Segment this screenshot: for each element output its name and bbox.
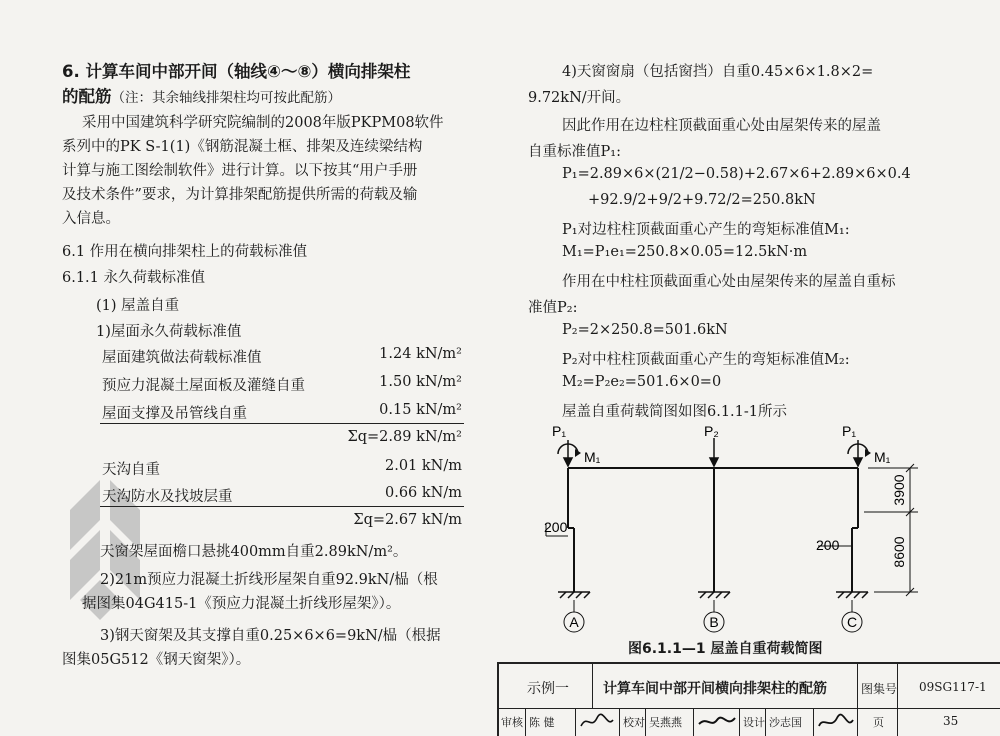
load-label-p2: P₂ — [704, 423, 719, 439]
moment-arcs — [558, 444, 868, 454]
calc-line: 屋盖自重荷载简图如图6.1.1-1所示 — [562, 404, 788, 420]
calc-line: P₂对中柱柱顶截面重心产生的弯矩标准值M₂: — [562, 352, 850, 368]
load-row — [102, 346, 462, 368]
para1-line: 计算与施工图绘制软件》进行计算。以下按其“用户手册 — [62, 163, 418, 179]
designer-signature — [817, 712, 855, 732]
load-value: 0.15 kN/m² — [379, 402, 462, 418]
atlas-number: 09SG117-1 — [919, 680, 987, 694]
load-value: 2.01 kN/m — [384, 458, 462, 474]
calc-line: P₁对边柱柱顶截面重心产生的弯矩标准值M₁: — [562, 222, 850, 238]
para1-line: 系列中的PK S-1(1)《钢筋混凝土框、排架及连续梁结构 — [62, 139, 423, 155]
calc-line: 4)天窗窗扇（包括窗挡）自重0.45×6×1.8×2= — [562, 64, 874, 80]
formula-line: P₂=2×250.8=501.6kN — [562, 322, 728, 338]
para1-line: 采用中国建筑科学研究院编制的2008年版PKPM08软件 — [82, 115, 444, 131]
load-arrows — [564, 438, 862, 466]
section-heading-bold: 的配筋 — [62, 87, 112, 106]
load-label-p1-right: P₁ — [842, 423, 857, 439]
sum-rule — [100, 506, 464, 507]
para2-line: 2)21m预应力混凝土折线形屋架自重92.9kN/榀（根 — [100, 572, 438, 588]
moment-label-m1-right: M₁ — [874, 449, 891, 465]
para3-line: 3)钢天窗架及其支撑自重0.25×6×6=9kN/榀（根据 — [100, 628, 441, 644]
para1-line: 及技术条件”要求，为计算排架配筋提供所需的荷载及输 — [62, 187, 418, 203]
load-row — [102, 402, 462, 424]
item-roof-weight: (1) 屋盖自重 — [96, 298, 180, 314]
load-row — [102, 485, 462, 507]
review-label: 审核 — [501, 716, 523, 729]
load-name: 天沟自重 — [102, 462, 160, 478]
dim-offset-left: 200 — [544, 519, 568, 535]
roof-load-diagram — [528, 420, 968, 660]
figure-caption: 图6.1.1—1 屋盖自重荷载简图 — [628, 641, 823, 657]
load-label-p1-left: P₁ — [552, 423, 567, 439]
load-row — [102, 458, 462, 480]
subsection-6-1-1: 6.1.1 永久荷载标准值 — [62, 270, 206, 286]
page-number: 35 — [943, 714, 959, 728]
check-label: 校对 — [623, 716, 645, 729]
load-name: 屋面建筑做法荷载标准值 — [102, 350, 262, 366]
moment-arrowheads — [575, 449, 871, 457]
load-name: 天沟防水及找坡层重 — [102, 489, 233, 505]
checker-signature — [697, 712, 737, 732]
load-sum: Σq=2.67 kN/m — [353, 512, 462, 528]
calc-line: 自重标准值P₁: — [528, 144, 621, 160]
example-label: 示例一 — [527, 681, 569, 697]
designer-name: 沙志国 — [769, 716, 802, 729]
load-value: 1.24 kN/m² — [379, 346, 462, 362]
load-sum: Σq=2.89 kN/m² — [347, 429, 462, 445]
load-row — [102, 374, 462, 396]
sum-rule — [100, 423, 464, 424]
calc-line: 准值P₂: — [528, 300, 578, 316]
subsection-6-1: 6.1 作用在横向排架柱上的荷载标准值 — [62, 244, 308, 260]
moment-label-m1-left: M₁ — [584, 449, 601, 465]
axis-label-c: C — [846, 614, 858, 630]
calc-line: 因此作用在边柱柱顶截面重心处由屋架传来的屋盖 — [562, 118, 881, 134]
reviewer-signature — [579, 712, 615, 732]
load-name: 预应力混凝土屋面板及灌缝自重 — [102, 378, 305, 394]
offset-dimension-lines — [546, 524, 852, 546]
calc-line: 9.72kN/开间。 — [528, 90, 631, 106]
load-value: 1.50 kN/m² — [379, 374, 462, 390]
section-heading-note: （注：其余轴线排架柱均可按此配筋） — [111, 90, 341, 106]
title-block — [497, 662, 1000, 736]
drawing-title: 计算车间中部开间横向排架柱的配筋 — [603, 681, 827, 697]
para2-line: 据图集04G415-1《预应力混凝土折线形屋架》）。 — [82, 596, 401, 612]
dim-lower-height: 8600 — [891, 536, 907, 568]
reviewer-name: 陈 健 — [529, 716, 555, 729]
dim-upper-height: 3900 — [891, 474, 907, 506]
section-heading-line2 — [62, 83, 341, 107]
para3-line: 图集05G512《钢天窗架》）。 — [62, 652, 251, 668]
calc-line: 作用在中柱柱顶截面重心处由屋架传来的屋盖自重标 — [562, 274, 896, 290]
load-value: 0.66 kN/m — [384, 485, 462, 501]
eave-weight-text: 天窗架屋面檐口悬挑400mm自重2.89kN/m²。 — [100, 544, 408, 560]
dim-offset-right: 200 — [816, 537, 840, 553]
load-name: 屋面支撑及吊管线自重 — [102, 406, 247, 422]
formula-line: +92.9/2+9/2+9.72/2=250.8kN — [588, 192, 816, 208]
axis-label-a: A — [569, 614, 579, 630]
item-roof-permanent-load: 1)屋面永久荷载标准值 — [96, 324, 242, 340]
design-label: 设计 — [743, 716, 765, 729]
axis-label-b: B — [709, 614, 719, 630]
formula-line: M₁=P₁e₁=250.8×0.05=12.5kN·m — [562, 244, 808, 260]
atlas-number-label: 图集号 — [861, 682, 898, 696]
section-heading-line1: 6. 计算车间中部开间（轴线④～⑧）横向排架柱 — [62, 62, 411, 81]
checker-name: 吴燕燕 — [649, 716, 682, 729]
para1-line: 入信息。 — [62, 211, 120, 227]
formula-line: M₂=P₂e₂=501.6×0=0 — [562, 374, 722, 390]
page-label: 页 — [873, 716, 884, 729]
formula-line: P₁=2.89×6×(21/2−0.58)+2.67×6+2.89×6×0.4 — [562, 166, 911, 182]
fixed-supports — [558, 592, 868, 598]
